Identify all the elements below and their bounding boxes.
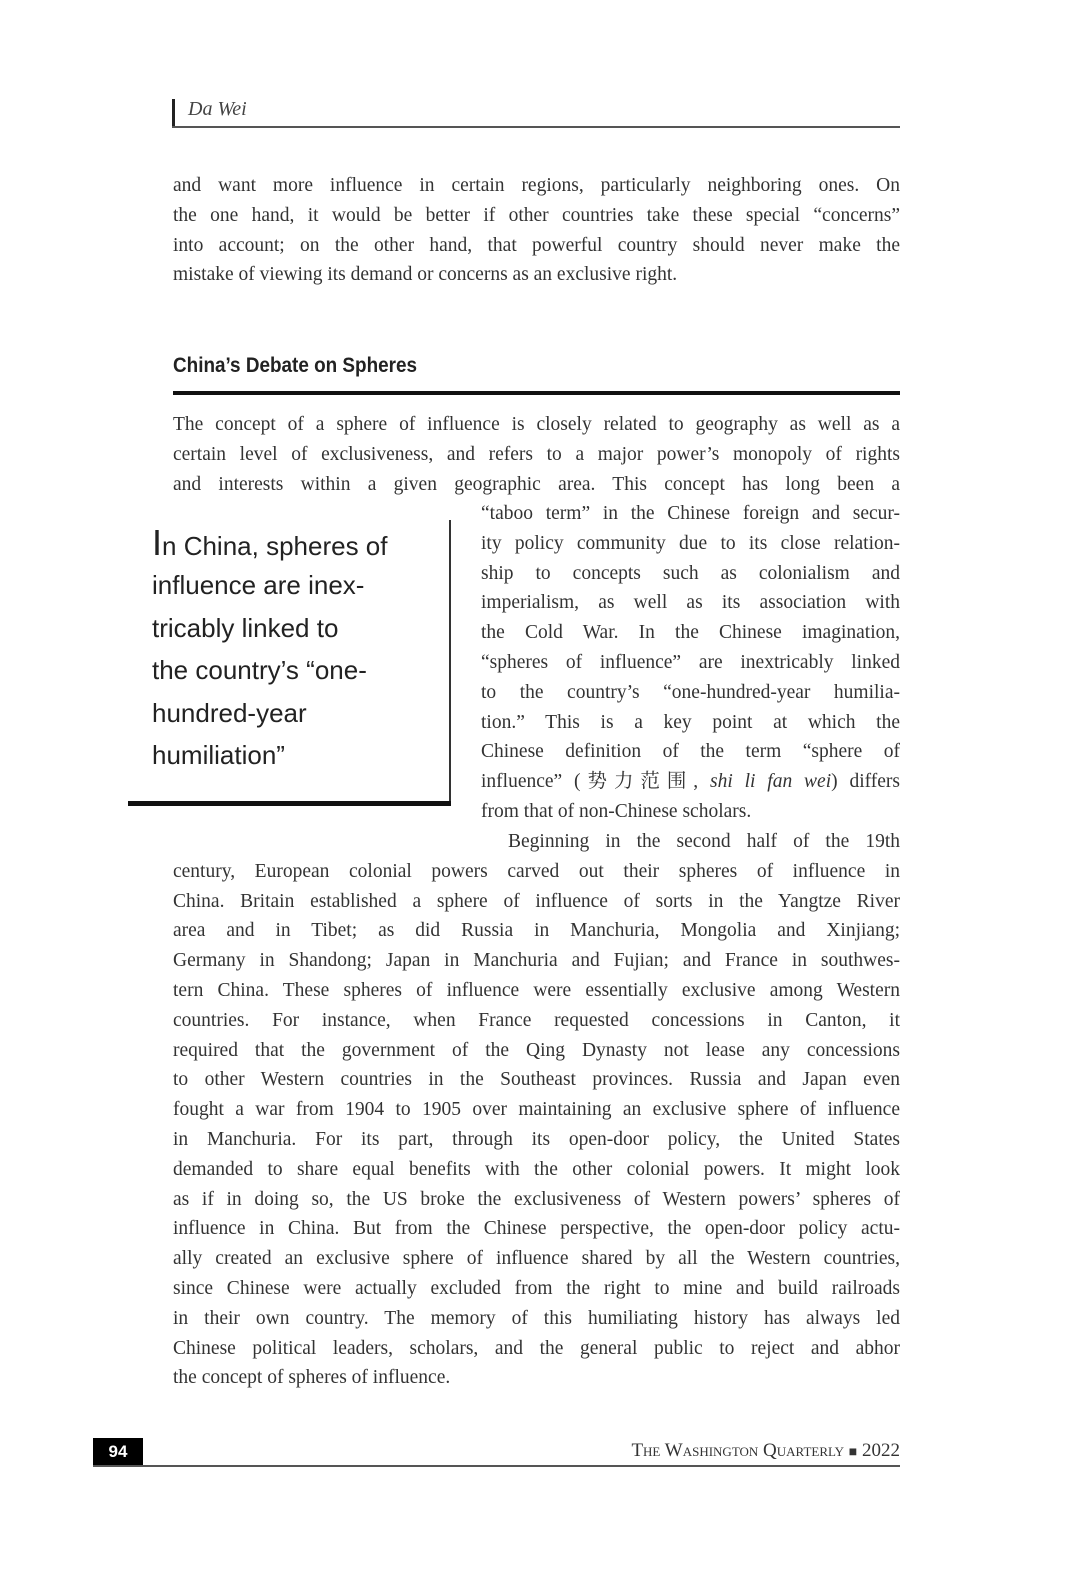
pull-quote-border-right [449, 520, 451, 806]
text-line: as if in doing so, the US broke the exclusiveness of Western powers’ spheres of [173, 1188, 900, 1210]
text-line: in their own country. The memory of this humiliating history has always led [173, 1307, 900, 1329]
text-line: tern China. These spheres of influence were essentially exclusive among Western [173, 980, 900, 1001]
text-line: the concept of spheres of influence. [173, 1367, 451, 1389]
pull-quote-text: the country’s “one- [152, 655, 367, 686]
text-line: the Cold War. In the Chinese imagination, [481, 622, 900, 644]
text-line: certain level of exclusiveness, and refers to a major power’s monopoly of rights [173, 443, 900, 465]
pull-quote-text: n China, spheres of [162, 531, 388, 561]
text-line: countries. For instance, when France requested concessions in Canton, it [173, 1009, 900, 1031]
pull-quote-drop-cap: I [152, 522, 163, 563]
text-line: Beginning in the second half of the 19th [508, 831, 900, 852]
journal-footer [631, 1438, 900, 1466]
text-line [481, 767, 900, 797]
text-line: ship to concepts such as colonialism and [481, 562, 900, 584]
text-line: demanded to share equal benefits with the other colonial powers. It might look [173, 1158, 900, 1180]
text-line: the one hand, it would be better if other countries take these special “concerns” [173, 204, 900, 226]
text-line: ity policy community due to its close relation- [481, 532, 900, 554]
text-line: and interests within a given geographic area. This concept has long been a [173, 473, 900, 495]
header-bar [172, 99, 175, 127]
text-line: China. Britain established a sphere of influence of sorts in the Yangtze River [173, 890, 900, 912]
text-line: Chinese political leaders, scholars, and the general public to reject and abhor [173, 1337, 900, 1359]
page-number: 94 [93, 1438, 143, 1466]
pull-quote-text: tricably linked to [152, 612, 339, 643]
pull-quote-line [152, 607, 338, 649]
text-line: area and in Tibet; as did Russia in Manchuria, Mongolia and Xinjiang; [173, 920, 900, 942]
pull-quote-text: hundred-year [152, 697, 307, 728]
text-line: since Chinese were actually excluded from the right to mine and build railroads [173, 1278, 900, 1299]
text-segment: influence” (势力范围, [481, 771, 711, 793]
journal-name: The Washington Quarterly [631, 1440, 845, 1461]
text-line: fought a war from 1904 to 1905 over maintaining an exclusive sphere of influence [173, 1099, 900, 1121]
text-line: to the country’s “one-hundred-year humilia- [481, 681, 900, 703]
text-line: Germany in Shandong; Japan in Manchuria and Fujian; and France in southwes- [173, 950, 900, 972]
text-line: century, European colonial powers carved out their spheres of influence in [173, 860, 900, 882]
text-line: to other Western countries in the Southeast provinces. Russia and Japan even [173, 1069, 900, 1091]
heading-rule [173, 391, 900, 395]
text-line: required that the government of the Qing Dynasty not lease any concessions [173, 1039, 900, 1061]
pull-quote-border-bottom [128, 801, 451, 806]
separator-square: ■ [848, 1445, 858, 1460]
pull-quote-line [152, 564, 364, 606]
text-line: mistake of viewing its demand or concerns as an exclusive right. [173, 264, 678, 286]
romanization-italic: shi li fan wei [710, 771, 832, 793]
pull-quote-line [152, 649, 367, 691]
text-line: imperialism, as well as its association with [481, 592, 900, 614]
text-line: into account; on the other hand, that powerful country should never make the [173, 234, 900, 256]
text-line: in Manchuria. For its part, through its open-door policy, the United States [173, 1129, 900, 1150]
text-line: and want more influence in certain regions, particularly neighboring ones. On [173, 175, 900, 196]
text-segment: ) differs [831, 771, 900, 793]
pull-quote-text: humiliation” [152, 740, 285, 770]
running-header-author: Da Wei [188, 98, 247, 120]
section-heading: China’s Debate on Spheres [173, 354, 418, 377]
pull-quote-line [152, 692, 307, 734]
text-line: ally created an exclusive sphere of influence shared by all the Western countries, [173, 1248, 900, 1270]
text-line: Chinese definition of the term “sphere of [481, 741, 900, 763]
text-line: influence in China. But from the Chinese perspective, the open-door policy actu- [173, 1218, 900, 1240]
pull-quote-line [152, 522, 387, 564]
journal-year: 2022 [862, 1440, 900, 1461]
pull-quote-text: influence are inex- [152, 570, 365, 601]
text-line: “spheres of influence” are inextricably linked [481, 652, 900, 673]
text-line: The concept of a sphere of influence is closely related to geography as well as a [173, 414, 900, 435]
text-line: from that of non-Chinese scholars. [481, 801, 752, 822]
header-rule [172, 126, 900, 128]
text-line: tion.” This is a key point at which the [481, 711, 900, 733]
text-line: “taboo term” in the Chinese foreign and secur- [481, 503, 900, 524]
pull-quote-line [152, 734, 285, 776]
